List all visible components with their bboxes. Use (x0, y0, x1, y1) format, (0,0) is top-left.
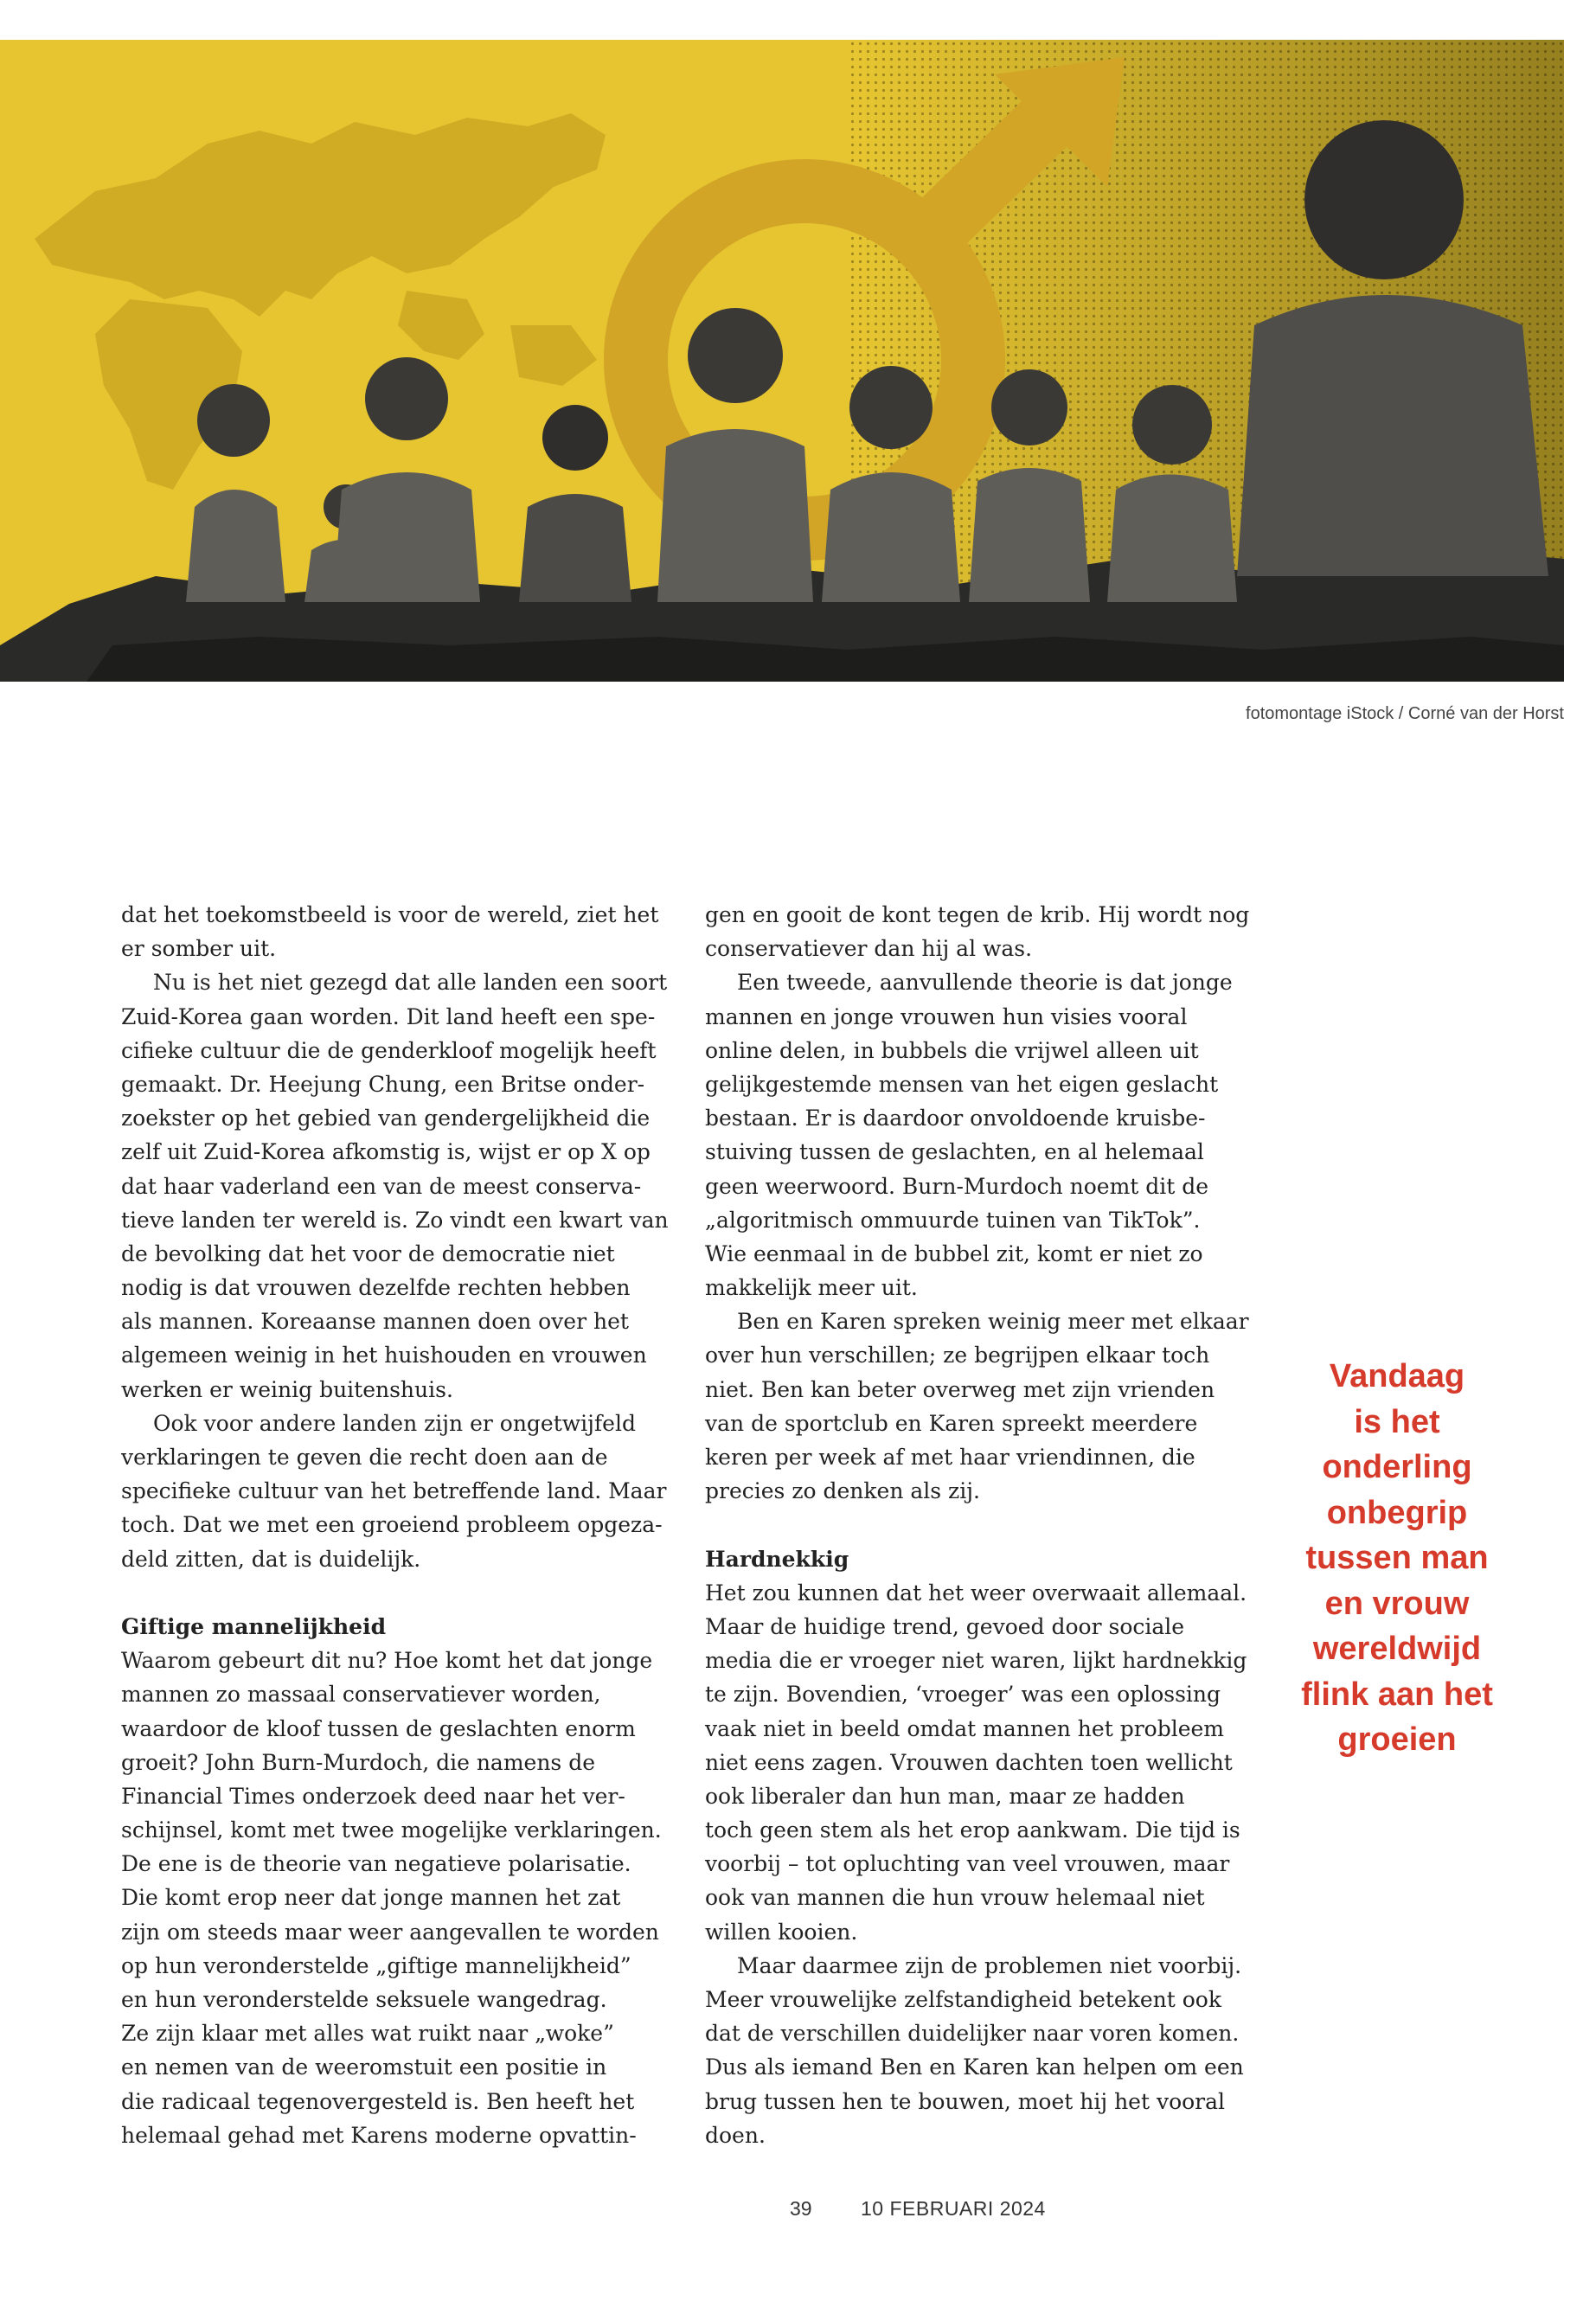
article-column-2 (705, 898, 1259, 2152)
issue-date: 10 FEBRUARI 2024 (861, 2197, 1046, 2220)
article-line: dat haar vaderland een van de meest conserva- (121, 1173, 642, 1199)
article-line: toch geen stem als het erop aankwam. Die tijd is (705, 1817, 1240, 1843)
article-line (121, 1576, 675, 1610)
pull-quote-line: is het (1354, 1403, 1440, 1440)
article-line: Het zou kunnen dat het weer overwaait allemaal. (705, 1580, 1247, 1606)
photomontage-illustration (0, 40, 1564, 682)
article-line: niet. Ben kan beter overweg met zijn vrienden (705, 1376, 1215, 1402)
article-line: Financial Times onderzoek deed naar het ver- (121, 1783, 625, 1809)
article-line: schijnsel, komt met twee mogelijke verklaringen. (121, 1817, 662, 1843)
article-line: ook van mannen die hun vrouw helemaal niet (705, 1885, 1205, 1911)
article-line: Maar daarmee zijn de problemen niet voorbij. (737, 1952, 1242, 1978)
article-line: dat het toekomstbeeld is voor de wereld, ziet het (121, 902, 659, 927)
article-line: er somber uit. (121, 936, 277, 962)
article-line: Zuid-Korea gaan worden. Dit land heeft een spe- (121, 1003, 656, 1029)
article-line: zijn om steeds maar weer aangevallen te worden (121, 1919, 659, 1945)
article-line: Ze zijn klaar met alles wat ruikt naar „woke” (121, 2021, 614, 2047)
pull-quote-line: Vandaag (1329, 1358, 1465, 1394)
article-line: media die er vroeger niet waren, lijkt hardnekkig (705, 1648, 1247, 1674)
pull-quote-line: onderling (1322, 1449, 1472, 1485)
hero-photomontage (0, 40, 1564, 682)
article-line: cifieke cultuur die de genderkloof mogelijk heeft (121, 1037, 657, 1063)
section-heading: Giftige mannelijkheid (121, 1613, 387, 1639)
article-line: Nu is het niet gezegd dat alle landen een soort (153, 970, 668, 996)
article-line: waardoor de kloof tussen de geslachten enorm (121, 1715, 636, 1741)
article-line: Ben en Karen spreken weinig meer met elkaar (737, 1309, 1249, 1335)
article-line: willen kooien. (705, 1919, 858, 1945)
pull-quote-line: wereldwijd (1312, 1631, 1482, 1667)
pull-quote-line: flink aan het (1301, 1676, 1493, 1713)
article-line: nodig is dat vrouwen dezelfde rechten hebben (121, 1275, 631, 1301)
article-line: helemaal gehad met Karens moderne opvattin- (121, 2122, 637, 2148)
article-line: Wie eenmaal in de bubbel zit, komt er niet zo (705, 1240, 1203, 1266)
article-line: specifieke cultuur van het betreffende land. Maar (121, 1478, 667, 1504)
article-line: bestaan. Er is daardoor onvoldoende kruisbe- (705, 1106, 1206, 1131)
article-line: verklaringen te geven die recht doen aan de (121, 1445, 608, 1470)
article-line: doen. (705, 2122, 766, 2148)
article-line: deld zitten, dat is duidelijk. (121, 1546, 421, 1572)
article-line: voorbij – tot opluchting van veel vrouwen, maar (705, 1851, 1230, 1877)
article-line: ook liberaler dan hun man, maar ze hadden (705, 1783, 1185, 1809)
article-line: over hun verschillen; ze begrijpen elkaar toch (705, 1343, 1210, 1368)
article-line: niet eens zagen. Vrouwen dachten toen wellicht (705, 1749, 1233, 1775)
article-line: conservatiever dan hij al was. (705, 936, 1033, 962)
article-line: op hun veronderstelde „giftige mannelijkheid” (121, 1952, 631, 1978)
article-line: online delen, in bubbels die vrijwel alleen uit (705, 1037, 1199, 1063)
article-line: mannen en jonge vrouwen hun visies vooral (705, 1003, 1188, 1029)
article-line: stuiving tussen de geslachten, en al helemaal (705, 1139, 1204, 1165)
article-line: als mannen. Koreaanse mannen doen over het (121, 1309, 629, 1335)
article-line: en nemen van de weeromstuit een positie in (121, 2054, 607, 2080)
article-line: Een tweede, aanvullende theorie is dat jonge (737, 970, 1233, 996)
article-line: mannen zo massaal conservatiever worden, (121, 1682, 601, 1708)
pull-quote-line: onbegrip (1326, 1494, 1468, 1531)
article-line: „algoritmisch ommuurde tuinen van TikTok”. (705, 1207, 1201, 1233)
article-line: van de sportclub en Karen spreekt meerdere (705, 1410, 1198, 1436)
photo-credit: fotomontage iStock / Corné van der Horst (1246, 704, 1564, 723)
section-heading: Hardnekkig (705, 1546, 849, 1572)
article-line: tieve landen ter wereld is. Zo vindt een kwart van (121, 1207, 669, 1233)
article-line: Die komt erop neer dat jonge mannen het zat (121, 1885, 621, 1911)
pull-quote-line: groeien (1337, 1721, 1457, 1758)
article-line: keren per week af met haar vriendinnen, die (705, 1445, 1195, 1470)
pull-quote-line: tussen man (1305, 1540, 1489, 1576)
article-line: Waarom gebeurt dit nu? Hoe komt het dat jonge (121, 1648, 653, 1674)
article-line: die radicaal tegenovergesteld is. Ben heeft het (121, 2088, 635, 2114)
article-line: De ene is de theorie van negatieve polarisatie. (121, 1851, 631, 1877)
article-line: werken er weinig buitenshuis. (121, 1376, 453, 1402)
article-line: gelijkgestemde mensen van het eigen geslacht (705, 1071, 1219, 1097)
pull-quote-line: en vrouw (1324, 1585, 1470, 1622)
article-column-1 (121, 898, 675, 2152)
article-line: toch. Dat we met een groeiend probleem opgeza- (121, 1512, 663, 1538)
pull-quote (1272, 1354, 1522, 1763)
article-line: de bevolking dat het voor de democratie niet (121, 1240, 615, 1266)
article-line: te zijn. Bovendien, ‘vroeger’ was een oplossing (705, 1682, 1221, 1708)
article-line: en hun veronderstelde seksuele wangedrag. (121, 1987, 607, 2012)
article-line: precies zo denken als zij. (705, 1478, 980, 1504)
article-line (705, 1508, 1259, 1541)
article-line: zelf uit Zuid-Korea afkomstig is, wijst er op X op (121, 1139, 651, 1165)
article-line: Meer vrouwelijke zelfstandigheid betekent ook (705, 1987, 1222, 2012)
article-line: gemaakt. Dr. Heejung Chung, een Britse onder- (121, 1071, 645, 1097)
article-line: geen weerwoord. Burn-Murdoch noemt dit de (705, 1173, 1209, 1199)
article-line: Maar de huidige trend, gevoed door sociale (705, 1613, 1185, 1639)
article-line: algemeen weinig in het huishouden en vrouwen (121, 1343, 647, 1368)
article-line: Ook voor andere landen zijn er ongetwijfeld (153, 1410, 636, 1436)
article-line: gen en gooit de kont tegen de krib. Hij wordt nog (705, 902, 1250, 927)
article-line: makkelijk meer uit. (705, 1275, 918, 1301)
page-number: 39 (790, 2197, 812, 2220)
article-line: zoekster op het gebied van gendergelijkheid die (121, 1106, 651, 1131)
article-line: dat de verschillen duidelijker naar voren komen. (705, 2021, 1240, 2047)
article-line: vaak niet in beeld omdat mannen het probleem (705, 1715, 1224, 1741)
article-line: groeit? John Burn-Murdoch, die namens de (121, 1749, 596, 1775)
article-line: brug tussen hen te bouwen, moet hij het vooral (705, 2088, 1226, 2114)
article-line: Dus als iemand Ben en Karen kan helpen om een (705, 2054, 1244, 2080)
